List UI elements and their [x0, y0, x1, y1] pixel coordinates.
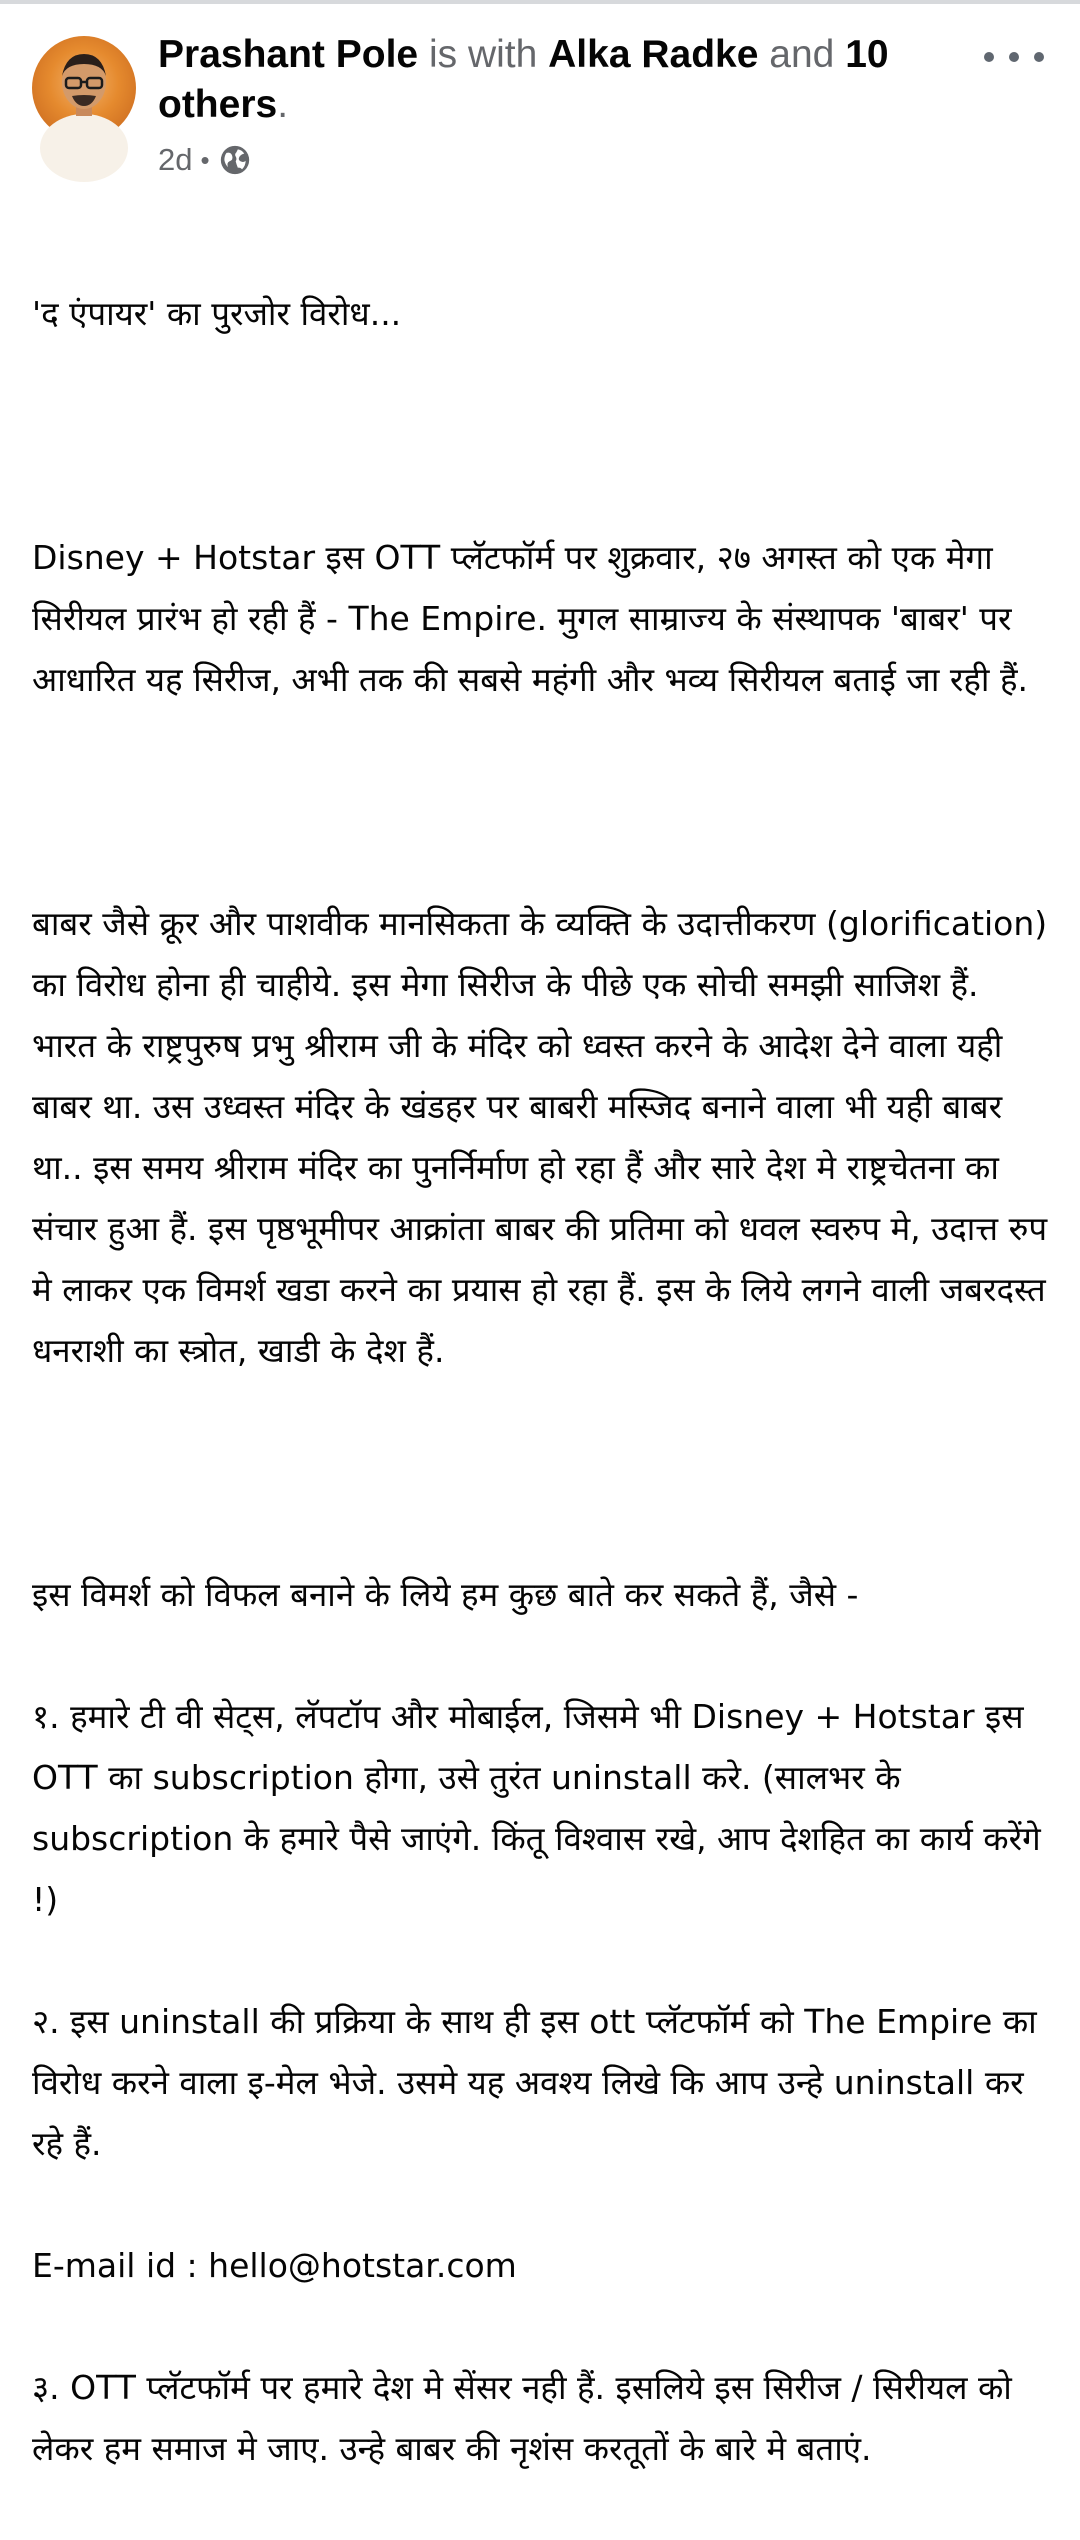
post-action-item-1: १. हमारे टी वी सेट्स, लॅपटॉप और मोबाईल, जिसमे भी Disney + Hotstar इस OTT का subscription होगा, उसे तुरंत uninstall करे. (सालभर के subscription के हमारे पैसे जाएंगे. किंतू विश्वास रखे, आप देशहित का कार्य करेंगे !)	[32, 1697, 1041, 1919]
with-text: is with	[428, 33, 538, 76]
post-paragraph-actions-intro: इस विमर्श को विफल बनाने के लिये हम कुछ बाते कर सकते हैं, जैसे -	[32, 1575, 859, 1614]
post-action-item-2: २. इस uninstall की प्रक्रिया के साथ ही इस ott प्लॅटफॉर्म को The Empire का विरोध करने वाला इ-मेल भेजे. उसमे यह अवश्य लिखे कि आप उन्हे uninstall कर रहे हैं.	[32, 2002, 1037, 2163]
header-period: .	[277, 83, 289, 126]
post-header	[158, 30, 948, 130]
post-paragraph-title: 'द एंपायर' का पुरजोर विरोध...	[32, 294, 402, 333]
post-paragraph-intro: Disney + Hotstar इस OTT प्लॅटफॉर्म पर शुक्रवार, २७ अगस्त को एक मेगा सिरीयल प्रारंभ हो रही हैं - The Empire. मुगल साम्राज्य के संस्थापक 'बाबर' पर आधारित यह सिरीज, अभी तक की सबसे महंगी और भव्य सिरीयल बताई जा रही हैं.	[32, 538, 1028, 699]
globe-icon	[218, 143, 252, 177]
and-text: and	[769, 33, 835, 76]
post-body	[32, 222, 1052, 2540]
post-timestamp[interactable]: 2d	[158, 142, 193, 177]
tagged-others[interactable]: 10 others	[158, 33, 889, 126]
post-paragraph-argument: बाबर जैसे क्रूर और पाशवीक मानसिकता के व्यक्ति के उदात्तीकरण (glorification) का विरोध होना ही चाहीये. इस मेगा सिरीज के पीछे एक सोची समझी साजिश हैं. भारत के राष्ट्रपुरुष प्रभु श्रीराम जी के मंदिर को ध्वस्त करने के आदेश देने वाला यही बाबर था. उस उध्वस्त मंदिर के खंडहर पर बाबरी मस्जिद बनाने वाला भी यही बाबर था.. इस समय श्रीराम मंदिर का पुनर्निर्माण हो रहा हैं और सारे देश मे राष्ट्रचेतना का संचार हुआ हैं. इस पृष्ठभूमीपर आक्रांता बाबर की प्रतिमा को धवल स्वरुप मे, उदात्त रुप मे लाकर एक विमर्श खडा करने का प्रयास हो रहा हैं. इस के लिये लगने वाली जबरदस्त धनराशी का स्त्रोत, खाडी के देश हैं.	[32, 904, 1048, 1370]
meta-separator: •	[200, 144, 210, 175]
post-email-line[interactable]: E-mail id : hello@hotstar.com	[32, 2246, 517, 2285]
post-meta	[158, 140, 252, 180]
more-dot-icon	[984, 52, 994, 62]
author-avatar[interactable]	[32, 36, 136, 140]
avatar-photo-icon	[32, 36, 136, 140]
more-dot-icon	[1034, 52, 1044, 62]
more-dot-icon	[1009, 52, 1019, 62]
tagged-person[interactable]: Alka Radke	[548, 33, 759, 76]
more-options-button[interactable]	[984, 40, 1044, 74]
post-action-item-3: ३. OTT प्लॅटफॉर्म पर हमारे देश मे सेंसर नही हैं. इसलिये इस सिरीज / सिरीयल को लेकर हम समाज मे जाए. उन्हे बाबर की नृशंस करतूतों के बारे मे बताएं.	[32, 2368, 1012, 2468]
author-name[interactable]: Prashant Pole	[158, 33, 419, 76]
